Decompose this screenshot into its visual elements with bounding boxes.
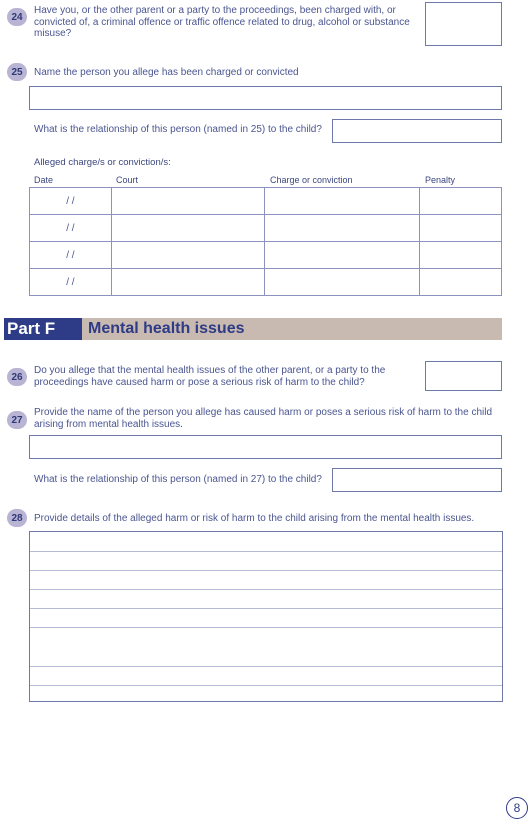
- date-placeholder: / /: [66, 222, 75, 234]
- question-25-name-field[interactable]: [29, 86, 502, 110]
- page-number: 8: [506, 797, 528, 819]
- table-header-charge: Charge or conviction: [270, 175, 353, 185]
- question-25-relationship-label: What is the relationship of this person (named in 25) to the child?: [34, 124, 322, 135]
- part-f-header: [4, 318, 502, 340]
- question-25-relationship-field[interactable]: [332, 119, 502, 143]
- question-27-relationship-label: What is the relationship of this person (named in 27) to the child?: [34, 474, 322, 485]
- penalty-cell[interactable]: [420, 215, 502, 242]
- question-27-text: Provide the name of the person you allege has caused harm or poses a serious risk of harm to the child arising from mental health issues.: [34, 407, 493, 430]
- penalty-cell[interactable]: [420, 242, 502, 269]
- question-28-text: Provide details of the alleged harm or risk of harm to the child arising from the mental health issues.: [34, 513, 475, 524]
- question-24-text: Have you, or the other parent or a party to the proceedings, been charged with, or convicted of, a criminal offence or traffic offence related to drug, alcohol or substance misuse?: [34, 5, 410, 39]
- question-24-answer-box[interactable]: [425, 2, 502, 46]
- table-row: [30, 269, 502, 296]
- charge-cell[interactable]: [265, 242, 420, 269]
- date-placeholder: / /: [66, 195, 75, 207]
- table-header-court: Court: [116, 175, 139, 185]
- penalty-cell[interactable]: [420, 269, 502, 296]
- court-cell[interactable]: [111, 242, 265, 269]
- question-28-details-field[interactable]: [29, 531, 503, 702]
- court-cell[interactable]: [111, 188, 265, 215]
- part-title: Mental health issues: [88, 320, 245, 337]
- date-cell[interactable]: [30, 269, 112, 296]
- penalty-cell[interactable]: [420, 188, 502, 215]
- table-row: [30, 215, 502, 242]
- table-header-penalty: Penalty: [425, 175, 456, 185]
- table-header-date: Date: [34, 175, 54, 185]
- table-row: [30, 242, 502, 269]
- question-26-text: Do you allege that the mental health issues of the other parent, or a party to the proceedings have caused harm or pose a serious risk of harm to the child?: [34, 365, 386, 388]
- part-label: Part F: [4, 318, 82, 340]
- charge-cell[interactable]: [265, 269, 420, 296]
- question-27-name-field[interactable]: [29, 435, 502, 459]
- question-number-25: 25: [7, 63, 27, 81]
- question-27-relationship-field[interactable]: [332, 468, 502, 492]
- date-cell[interactable]: [30, 215, 112, 242]
- court-cell[interactable]: [111, 269, 265, 296]
- court-cell[interactable]: [111, 215, 265, 242]
- question-number-26: 26: [7, 368, 27, 386]
- date-cell[interactable]: [30, 242, 112, 269]
- date-placeholder: / /: [66, 249, 75, 261]
- question-number-27: 27: [7, 411, 27, 429]
- question-26-answer-box[interactable]: [425, 361, 502, 391]
- table-row: [30, 188, 502, 215]
- question-number-28: 28: [7, 509, 27, 527]
- question-25-text: Name the person you allege has been charged or convicted: [34, 67, 299, 78]
- charge-cell[interactable]: [265, 188, 420, 215]
- charges-table: [29, 187, 502, 296]
- charge-cell[interactable]: [265, 215, 420, 242]
- question-number-24: 24: [7, 8, 27, 26]
- date-placeholder: / /: [66, 276, 75, 288]
- date-cell[interactable]: [30, 188, 112, 215]
- charges-title: Alleged charge/s or conviction/s:: [34, 157, 171, 168]
